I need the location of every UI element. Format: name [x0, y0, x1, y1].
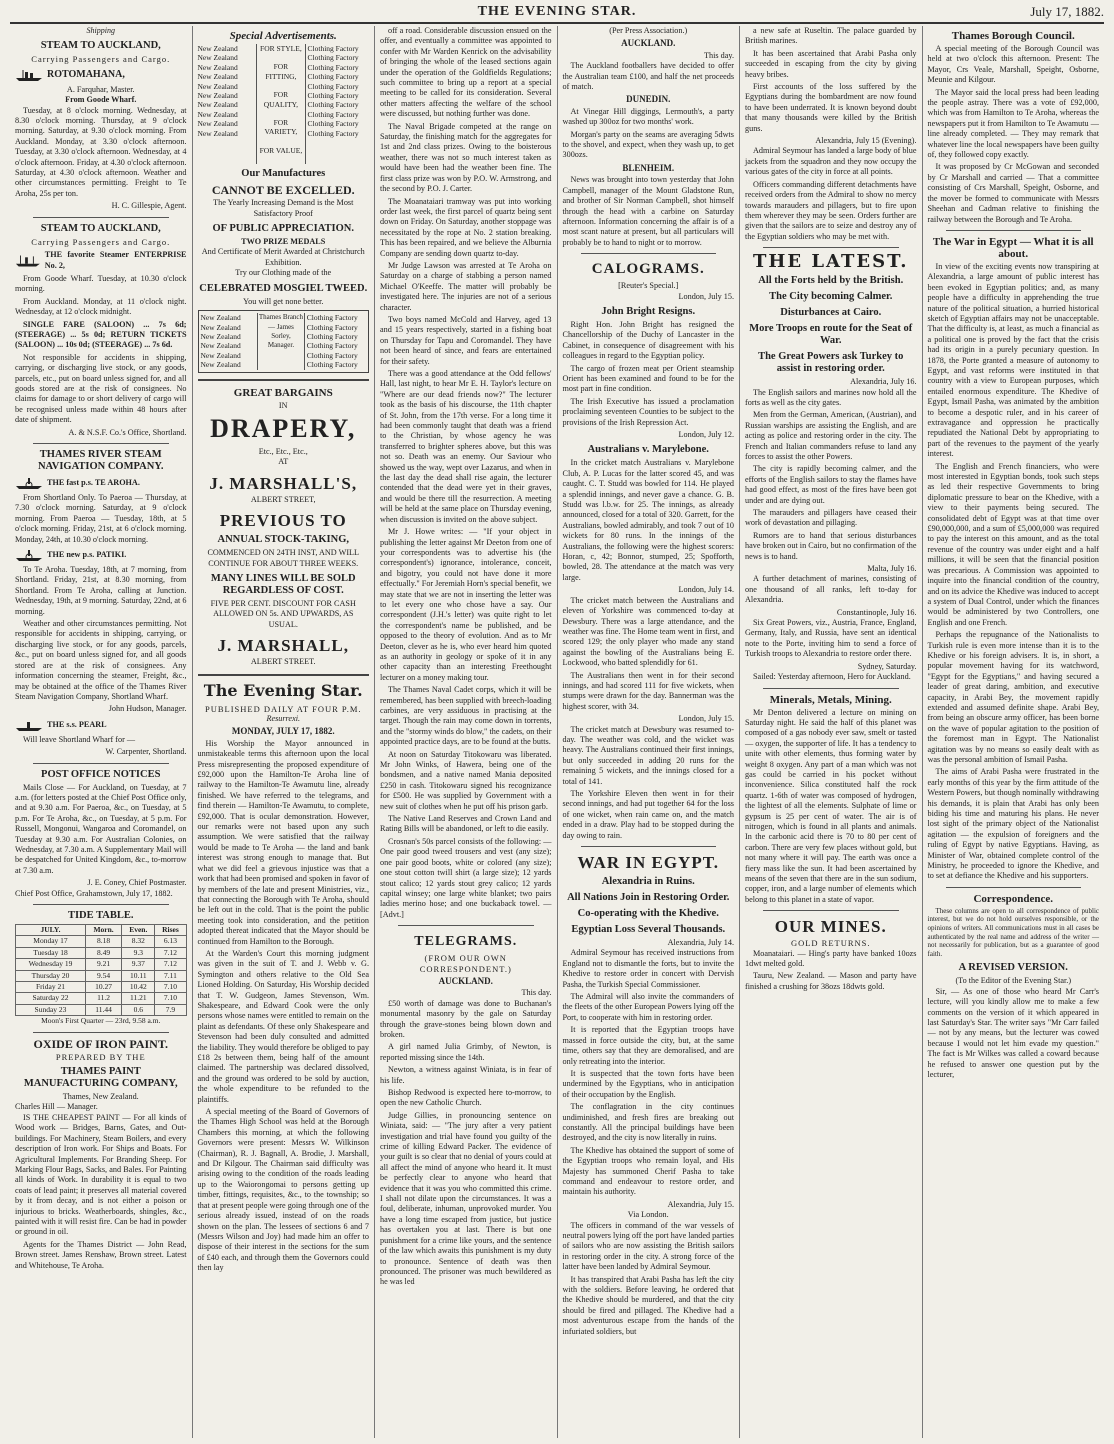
news-paragraph: It has been ascertained that Arabi Pasha only succeeded in escaping from the city by giving heavy bribes.	[745, 48, 917, 79]
tide-cell: 0.6	[122, 1004, 155, 1015]
tide-cell: 11.44	[85, 1004, 121, 1015]
tide-cell: 7.10	[155, 993, 186, 1004]
tide-cell: 9.37	[122, 959, 155, 970]
advertisement-paragraph: Crosnan's 50s parcel consists of the following: — One pair good tweed trousers and vest (any size); one pair good boots, white or colored (any size); one stout cotton twill shirt (a large size); 12 yards stout calico; 12 yards stout grey calico; 12 yards capital winsey; one large white blanket; two pairs ladies merino hose; and one buckaback towel. — [Advt.]	[380, 836, 552, 919]
news-paragraph: Officers commanding different detachments have received orders from the Admiral to show no mercy towards marauders and pillagers, but to fire upon them wherever they may be seen. Orders further are given that the sailors are to seize and destroy any of the Egyptian soldiers who may be met with.	[745, 179, 917, 241]
reuters-special: [Reuter's Special.]	[618, 281, 679, 291]
post-office-text: Mails Close — For Auckland, on Tuesday, at 7 a.m. (for letters posted at the Chief Post Office only, and at 9.30 a.m. For Paeroa, &c., on Tuesday, at 5 p.m. For Te Aroha, &c., on Tuesday, at 5 p.m. For Russell, Mongonui, Wangaroa and Coromandel, on Tuesday at 9.30 a.m. For Australian Colonies, on Wednesday, at 7.30 a.m. A Supplementary Mail will be despatched for United Kingdom, &c., to-morrow at 7.30 a.m.	[15, 782, 187, 875]
divider	[946, 230, 1082, 231]
news-paragraph: The English sailors and marines now hold all the forts as well as the city gates.	[745, 387, 917, 407]
telegram-paragraph: A girl named Julia Grimby, of Newton, is reported missing since the 14th.	[380, 1042, 552, 1062]
post-office-date: Chief Post Office, Grahamstown, July 17, 1882.	[15, 888, 173, 898]
clothing-ad-line: Clothing Factory	[306, 313, 358, 323]
news-paragraph: The conflagration in the city continues undiminished, and fresh fires are breaking out constantly. All the principal buildings have been destroyed, and the city is now literally in ruins.	[562, 1102, 734, 1143]
divider	[763, 910, 899, 911]
clothing-ad-line: New Zealand	[197, 119, 238, 129]
steam-auckland-title-2: STEAM TO AUCKLAND,	[40, 222, 161, 234]
subheading: The Great Powers ask Turkey to assist in restoring order.	[758, 351, 904, 375]
news-paragraph: Moanataiari. — Hing's party have banked 10ozs 1dwt melted gold.	[745, 948, 917, 969]
dateline-constantinople: Constantinople, July 16.	[836, 607, 917, 617]
divider	[198, 674, 370, 676]
article-paragraph: off a road. Considerable discussion ensued on the offer, and eventually a committee was appointed to confer with Mr Warden Kenrick on the advisability of bringing the whole of the leased sections again under the operation of the Goldfields Regulations; such committee to bring up a report at a special meeting to be called for its consideration. Several other matters affecting the welfare of the school were discussed, but nothing further was done.	[380, 26, 552, 119]
ship-name: ROTOMAHANA,	[47, 68, 125, 80]
news-paragraph: At Vinegar Hill diggings, Lermouth's, a party washed up 300oz for two months' work.	[562, 106, 734, 127]
fares: SINGLE FARE (SALOON) ... 7s 6d; (STEERAGE) ... 5s 0d; RETURN TICKETS (SALOON) ... 10s 0d; (STEERAGE) ... 7s 6d.	[15, 319, 187, 350]
columns	[10, 26, 1104, 1438]
news-paragraph: News was brought into town yesterday that John Campbell, manager of the Mount Gladstone Run, and brother of Sir Norman Campbell, shot himself through the head with a carbine on Saturday afternoon. Information concerning the affair is of a most scant nature at present, but all particulars will probably be to hand to night or to morrow.	[562, 175, 734, 247]
branch-manager: Thames Branch — James Sorley, Manager.	[257, 313, 305, 369]
clothing-ad-grid	[198, 44, 370, 164]
letter-text: Sir, — As one of those who heard Mr Carr's lecture, will you kindly allow me to make a few comments on the version of it which appeared in last Saturday's Star. The writer says "Mr Carr failed — not by any means, but the lecturer was cowed because I would not let him evade my question." The fact is Mr Wilkes was called a coward because he refused to answer one question put by the lecturer,	[927, 986, 1099, 1080]
nz-column	[201, 313, 256, 369]
war-in-egypt-heading: WAR IN EGYPT.	[577, 853, 720, 873]
divider	[33, 904, 169, 905]
tide-cell: 7.9	[155, 1004, 186, 1015]
calograms-heading: CALOGRAMS.	[591, 261, 705, 278]
tide-header-cell: Even.	[122, 925, 155, 936]
news-paragraph: a new safe at Ruseltin. The palace guarded by British marines.	[745, 26, 917, 46]
agent-name: H. C. Gillespie, Agent.	[111, 201, 187, 211]
telegrams-sub: (FROM OUR OWN CORRESPONDENT.)	[419, 953, 512, 974]
clothing-ad-line: New Zealand	[197, 128, 238, 138]
steam-auckland-title: STEAM TO AUCKLAND,	[40, 40, 161, 52]
tide-cell: 9.3	[122, 947, 155, 958]
column-1	[10, 26, 193, 1438]
news-paragraph: The Admiral will also invite the commanders of the fleets of the other European Powers lying off the Port, to cooperate with him in restoring order.	[562, 992, 735, 1022]
clothing-ad-line: New Zealand	[200, 322, 241, 332]
dateline-malta: Malta, July 16.	[867, 564, 917, 574]
divider	[33, 443, 169, 444]
tide-cell: 9.54	[85, 970, 121, 981]
clothing-ad-line: New Zealand	[197, 109, 238, 119]
subheading: Disturbances at Cairo.	[780, 307, 882, 319]
albert-street: ALBERT STREET,	[250, 494, 316, 504]
news-paragraph: The marauders and pillagers have ceased their work of devastation and pillaging.	[745, 508, 917, 528]
council-paragraph: It was proposed by Cr McGowan and seconded by Cr Marshall and carried — That a committee consisting of Crs Marshall, Speight, Osborne, and the mover be formed to communicate with Messrs Sheehan and Cadman relative to finishing the railway between the Borough and Te Aroha.	[927, 162, 1099, 224]
at-text: AT	[278, 457, 289, 467]
dateline-alexandria: Alexandria, July 15 (Evening).	[815, 136, 917, 146]
divider	[33, 217, 169, 218]
paddle-steamer-icon	[15, 548, 43, 562]
masthead	[10, 4, 1104, 24]
postmaster-signature: J. E. Coney, Chief Postmaster.	[87, 878, 187, 888]
clothing-ad-line: New Zealand	[197, 62, 238, 72]
in-text: IN	[278, 400, 288, 410]
clothing-ad-line: Clothing Factory	[307, 62, 359, 72]
article-paragraph: The Naval Brigade competed at the range on Saturday, the finishing match for the aggregates for 1st and 2nd class prizes. Owing to the boisterous weather, there was not so much interest taken as would have been had the weather been fine. The first class prize was won by P.O. W. Armstrong, and the second by P.O. J. Carter.	[380, 121, 552, 194]
subheading: Australians v. Marylebone.	[587, 444, 709, 456]
clothing-ad-line: Clothing Factory	[307, 119, 359, 129]
manufactures-label: Our Manufactures	[241, 168, 326, 180]
correspondence-note: These columns are open to all correspondence of public interest, but we do not hold ourselves responsible, or the opinions of writers. All communications must in all cases be authenticated by the real name and address of the writer — not necessarily for publication, but as a guarantee of good faith.	[927, 906, 1099, 958]
public-appreciation: OF PUBLIC APPRECIATION.	[212, 223, 354, 235]
column-5	[740, 26, 923, 1438]
tide-table-header	[16, 925, 187, 936]
news-paragraph: A further detachment of marines, consisting of one thousand of all ranks, left to-day for Alexandria.	[745, 574, 917, 605]
marshall-name: J. MARSHALL'S,	[209, 473, 358, 493]
article-paragraph: In view of the exciting events now transpiring at Alexandria, a large amount of public interest has been evoked in Egyptian politics; and, as many people have a difficulty in apprehending the true nature of the political situation, a hurried historical sketch of Egyptian affairs may not be unacceptable. That the difficulty is, at least, as much a financial as a political one is proved by the fact that the crisis had its origin in a purely pecuniary question. In 1878, the Porte granted a measure of autonomy to Egypt, and vast reforms were instituted in that country with a view to European purposes, which entailed enormous expenditure. The Khedive of Egypt, Ismail Pasha, was animated by the ambition to become a despotic ruler, and in his career of extravagance and oppression he practically repudiated the National Debt by appropriating to part of the revenues to the payment of the yearly interest.	[927, 261, 1099, 459]
ship-row	[15, 718, 187, 732]
paint-ad-title: OXIDE OF IRON PAINT.	[33, 1036, 168, 1051]
shipping-label: Shipping	[86, 26, 115, 35]
news-paragraph: In the cricket match Australians v. Marylebone Club, A. P. Lucas for the latter scored 45, and was caught. C. T. Studd was bowled for 114. He played a splendid innings, and never gave a chance. G. B. Studd was l.b.w. for 25. The innings, as already announced, closed for a total of 320. Garrett, for the Australians, bowled admirably, and took 7 out of 10 wickets for 80 runs. In the innings of the Australians, the following were the highest scorers: Horan, c, 42; Bonnor, stumped, 25; Spofforth, bowled, 28. The attendance at the match was very large.	[562, 458, 734, 582]
news-paragraph: Six Great Powers, viz., Austria, France, England, Germany, Italy, and Russia, have sent an identical note to the Porte, inviting him to send a force of Turkish troops to Alexandria to restore order there.	[745, 618, 917, 659]
news-paragraph: Admiral Seymour has landed a large body of blue jackets from the squadron and they now occupy the various gates of the city in force at all points.	[745, 146, 917, 177]
tide-cell: 11.2	[85, 993, 121, 1004]
clothing-ad-line: Clothing Factory	[307, 100, 359, 110]
moon-phase: Moon's First Quarter — 23rd, 9.58 a.m.	[41, 1016, 161, 1026]
ship-name: THE favorite Steamer ENTERPRISE No. 2,	[44, 250, 187, 270]
albert-street-2: ALBERT STREET.	[250, 657, 316, 667]
column-4	[558, 26, 741, 1438]
news-paragraph: Mr Denton delivered a lecture on mining on Saturday night. He said the half of this planet was composed of a gas nobody ever saw, smelt or tasted — oxygen, the supporter of life. It has a tendency to unite with other elements, thus forming water by weight 8 oxygen. Any part of a man which was not gas could be carried in his pocket without inconvenience. Silica constituted half the rock quartz. 1-6th of water was composed of hydrogen, the lightest of all the elements. Sulphate of lime or gypsum is 25 per cent of water. The air is of nitrogen, which is found in all plants and animals. In the carbonic acid there is 70 to 80 per cent of carbon. There are very few places without gold, but not many where it will pay. The earth was once a fiery mass like the sun. It had been ascertained by means of the seven that there are in the sun sodium, copper, iron, and a large number of elements which belong to this planet in a state of vapor.	[745, 707, 917, 904]
tide-cell: Tuesday 18	[16, 947, 86, 958]
ship-master: A. Farquhar, Master.	[66, 84, 135, 94]
sailing-schedule: From Auckland. Monday, at 11 o'clock night. Wednesday, at 12 o'clock midnight.	[15, 296, 187, 317]
dateline-london: London, July 15.	[678, 291, 734, 301]
news-paragraph: It is reported that the Egyptian troops have massed in force outside the city, but, at the same time, others say that they are demoralised, and are only retreating into the interior.	[562, 1025, 734, 1066]
clothing-quality: FOR VALUE,	[259, 145, 303, 155]
gold-returns: GOLD RETURNS.	[790, 938, 871, 949]
steamship-icon	[15, 68, 43, 82]
sailing-schedule: Tuesday, at 8 o'clock morning. Wednesday, at 8.30 o'clock morning. Thursday, at 9 o'clock morning. Saturday, at 9.30 o'clock morning. From Auckland. Monday, at 3.30 o'clock afternoon. Tuesday, at 3.30 o'clock afternoon. Wednesday, at 4 o'clock afternoon. Friday, at 4.30 o'clock afternoon. Saturday, at 4.30 o'clock afternoon. Weather and other circumstances permitting. Freight to Te Aroha, 25s per ton.	[15, 105, 187, 198]
editorial-text: His Worship the Mayor announced in unmistakeable terms this afternoon upon the local Press misrepresenting the proposed expenditure of £92,000 upon the Hamilton-Te Aroha line of railway to the Hamilton-Te Awamutu line, already finished. We have referred to the telegrams, and find therein — Hamilton-Te Awamutu, to complete, £92,000. That is ocular demonstration. However, our remarks were not based upon any such assumption. We were satisfied that the railway would be made to Te Aroha — the land and bank interest was strong enough to manage that. But what we did feel a grievous injustice was that a work that had been promised and spoken in favor of by members of the late and present Ministries, viz., that connecting the Borough with Te Aroha, should be left out in the cold. That is the point the public meeting took into consideration, and the petition adopted thereat indicated that the Mayor should be continued from Hamilton to the Borough.	[197, 738, 369, 946]
tide-row	[16, 947, 187, 958]
tide-header-cell: JULY.	[16, 925, 86, 936]
clothing-ad-line: Clothing Factory	[307, 72, 359, 82]
news-paragraph: The cricket match at Dewsbury was resumed to-day. The weather was cold, and the wicket was heavy. The Australians continued their first innings, but only succeeded in adding 20 runs for the remaining 5 wickets, and the innings closed for a total of 141.	[562, 724, 734, 786]
tide-cell: Monday 17	[16, 936, 86, 947]
tide-row	[16, 1004, 187, 1015]
the-latest-heading: THE LATEST.	[753, 251, 909, 273]
tide-cell: Saturday 22	[16, 993, 86, 1004]
clothing-ad-line: Clothing Factory	[307, 53, 359, 63]
thames-river-title: THAMES RIVER STEAM NAVIGATION COMPANY.	[37, 449, 164, 472]
prize-medals: TWO PRIZE MEDALS	[241, 237, 326, 247]
dateline-alexandria: Alexandria, July 16.	[850, 377, 917, 387]
clothing-ad-line: New Zealand	[197, 100, 238, 110]
press-association: (Per Press Association.)	[609, 26, 688, 35]
demand-text: The Yearly Increasing Demand is the Most Satisfactory Proof	[213, 198, 354, 218]
news-paragraph: The Auckland footballers have decided to offer the Australian team £100, and half the net proceeds of match.	[562, 61, 734, 92]
certificate-text: And Certificate of Merit Awarded at Christchurch Exhibition.	[201, 247, 365, 267]
council-paragraph: A special meeting of the Borough Council was held at two o'clock this afternoon. Present: The Mayor, Crs Veale, Marshall, Speight, Osborne, Meunie and Kilgour.	[927, 44, 1099, 85]
tide-cell: 9.21	[85, 959, 121, 970]
news-paragraph: It has transpired that Arabi Pasha has left the city with the soldiers. Before leaving, he ordered that the Khedive should be murdered, and that the city should be fired and pillaged. The Khedive had a most adventurous escape from the hands of the infuriated soldiers, but	[562, 1274, 734, 1336]
clothing-ad-line: Clothing Factory	[306, 360, 358, 370]
clothing-ad-line: Clothing Factory	[307, 91, 359, 101]
article-paragraph: Two boys named McCold and Harvey, aged 13 and 15 years respectively, started in a fishing boat on Thursday for Tapu and Coromandel. They have not been heard of since, and fears are entertained for their safety.	[380, 314, 552, 366]
drapery-headline: DRAPERY,	[210, 413, 357, 443]
minerals-heading: Minerals, Metals, Mining.	[769, 693, 892, 706]
paint-manager: Charles Hill — Manager.	[15, 1102, 98, 1112]
news-paragraph: The cricket match between the Australians and eleven of Yorkshire was commenced to-day at Dewsbury. There was a large attendance, and the weather was fine. The Home team went in first, and scored 129; the only player who made any stand against the bowling of the Australians being E. Lockwood, who batted splendidly for 61.	[562, 595, 734, 668]
marshall-name-2: J. MARSHALL,	[217, 636, 349, 656]
agent-name: A. & N.S.F. Co.'s Office, Shortland.	[68, 427, 187, 437]
tide-cell: 11.21	[122, 993, 155, 1004]
clothing-quality: FOR QUALITY,	[263, 90, 298, 109]
column-2	[193, 26, 376, 1438]
clothing-ad-grid-2	[198, 310, 370, 372]
divider	[581, 253, 717, 254]
great-bargains: GREAT BARGAINS	[233, 386, 333, 399]
paint-company: THAMES PAINT MANUFACTURING COMPANY,	[23, 1066, 178, 1090]
tide-cell: 8.18	[85, 936, 121, 947]
tide-cell: Thursday 20	[16, 970, 86, 981]
news-paragraph: Morgan's party on the seams are averaging 5dwts to the shovel, and expect, when they wash up, to get 300ozs.	[562, 129, 734, 160]
news-paragraph: Right Hon. John Bright has resigned the Chancellorship of the Duchy of Lancaster in the Cabinet, in consequence of disagreement with his colleagues in regard to the Egyptian policy.	[562, 319, 734, 361]
telegram-paragraph: Bishop Redwood is expected here to-morrow, to open the new Catholic Church.	[380, 1088, 552, 1108]
discount-text: FIVE PER CENT. DISCOUNT FOR CASH ALLOWED ON 5s. AND UPWARDS, AS USUAL.	[210, 598, 356, 629]
subheading: All the Forts held by the British.	[758, 275, 904, 287]
article-paragraph: The aims of Arabi Pasha were frustrated in the early months of this year by the firm attitude of the Western Powers, but though nominally withdrawing his demands, it is plain that Arabi has only been biding his time and maturing his plans. He never lost sight of the primary object of the Nationalist agitation — the expulsion of foreigners and the ruling of Egypt by native Egyptians. Having, as Minister of War, obtained complete control of the Ministry, he proceeded to ignore the Khedive, and to set at defiance the Khedive and his supporters.	[927, 767, 1099, 881]
dateline-alexandria: Alexandria, July 14.	[667, 938, 734, 948]
clothing-ad-line: New Zealand	[200, 360, 241, 370]
clothing-ad-line: New Zealand	[200, 331, 241, 341]
tide-cell: Friday 21	[16, 982, 86, 993]
tide-row	[16, 970, 187, 981]
paint-location: Thames, New Zealand.	[62, 1092, 139, 1102]
clothing-ad-line: Clothing Factory	[307, 44, 359, 53]
tide-cell: 7.11	[155, 970, 186, 981]
news-paragraph: It is suspected that the town forts have been undermined by the Egyptians, who in anticipation of their occupation by the English.	[562, 1068, 734, 1099]
tide-cell: Sunday 23	[16, 1004, 86, 1015]
clothing-ad-line: New Zealand	[200, 313, 241, 323]
this-day: This day.	[521, 988, 552, 998]
article-paragraph: The Moanataiari tramway was put into working order last week, the first parcel of quartz being sent down on Friday. On Saturday, another stoppage was necessitated by the rope at No. 2 station breaking. This has been repaired, and we believe the Alburnia Company are sending down quartz to-day.	[380, 196, 552, 258]
dateline-dunedin: DUNEDIN.	[626, 94, 671, 105]
ship-name: THE new p.s. PATIKI.	[47, 549, 127, 559]
divider	[198, 379, 370, 381]
news-paragraph: The Khedive has obtained the support of some of the Egyptian troops who remain loyal, and His Majesty has summoned Cherif Pasha to take command and endeavour to restore order, and maintain his authority.	[562, 1145, 734, 1197]
war-egypt-heading: The War in Egypt — What it is all about.	[932, 235, 1094, 260]
editorial-date: MONDAY, JULY 17, 1882.	[231, 726, 335, 737]
telegram-paragraph: Judge Gillies, in pronouncing sentence on Winiata, said: — "The jury after a very patient investigation and trial have found you guilty of the crime of killing Edward Packer. The evidence of your guilt is so clear that no denial of yours could at all affect the mind of anyone who heard it. It must be perfectly clear to anyone who heard that evidence that it was you who committed this crime. I shall not dilate upon the circumstances. It was a foul, deliberate, inhuman, unprovoked murder. You have a long time escaped from justice, but justice has overtaken you at last. There is but one punishment for a crime like yours, and the sentence of the law which awaits this punishment is my duty to pronounce. Sentence of death was then pronounced. The prisoner was much bewildered as he was led	[380, 1110, 552, 1287]
via-london: Via London.	[627, 1210, 669, 1220]
steam-auckland-sub: Carrying Passengers and Cargo.	[31, 54, 171, 65]
published-daily: PUBLISHED DAILY AT FOUR P.M.	[204, 703, 362, 714]
tide-header-cell: Rises	[155, 925, 186, 936]
article-paragraph: Mr J. Howe writes: — "If your object in publishing the letter against Mr Deeton from one of your correspondents was to advertise his (the correspondent's) ignorance, intolerance, conceit, and bigotry, you could not have done it more effectually." For Jeremiah Horn's special benefit, we may state that we are not in inserting the letter was to let every one who chose have a say. Our correspondent (J.H.'s letter) was quite right to let the correspondent's name be published, and be opposed to the theory of evolution. And as to Mr Deeton, clever as he is, who ever heard him quoted as an authority in geology or spoke of it in any other capacity than an interesting Freethought lecturer on a money making tour.	[380, 527, 552, 682]
news-paragraph: The Yorkshire Eleven then went in for their second innings, and had put together 64 for the loss of one wicket, when rain came on, and the match ended in a draw. Play had to be stopped during the day owing to rain.	[562, 789, 734, 840]
qualities-column	[256, 44, 305, 164]
notice-text: Will leave Shortland Wharf for —	[23, 734, 136, 744]
special-ads-heading: Special Advertisements.	[229, 30, 337, 42]
many-lines: MANY LINES WILL BE SOLD REGARDLESS OF COST.	[210, 572, 356, 596]
sailing-schedule: To Te Aroha. Tuesday, 18th, at 7 morning, from Shortland. Friday, 21st, at 8.30 morning, from Shortland. From Te Aroha, calling at Junction. Wednesday, 19th, at 9 morning. Saturday, 22nd, at 6 morning.	[15, 565, 187, 616]
clothing-ad-line: New Zealand	[197, 91, 238, 101]
news-paragraph: First accounts of the loss suffered by the Egyptians during the bombardment are now found to have been underrated. It is known beyond doubt that many thousands were killed by the British guns.	[745, 82, 917, 133]
this-day: This day.	[704, 50, 734, 60]
divider	[33, 1032, 169, 1033]
dateline-london: London, July 12.	[678, 430, 734, 439]
dateline-alexandria: Alexandria, July 15.	[667, 1199, 734, 1209]
subheading: Co-operating with the Khedive.	[577, 908, 719, 920]
steamship-icon	[15, 254, 41, 268]
news-paragraph: Admiral Seymour has received instructions from England not to dismantle the forts, but to invite the Khedive to restore order in concert with Dervish Pasha, the Turkish Special Commissioner.	[562, 948, 734, 989]
divider	[398, 925, 534, 926]
tweed-name: CELEBRATED MOSGIEL TWEED.	[199, 282, 368, 294]
tide-cell: 8.49	[85, 947, 121, 958]
notice-text: Not responsible for accidents in shipping, carrying, or discharging live stock, or any goods, parcels, etc., put on board unless signed for, and all goods stored are at the risk of consignees. No claims for damage to or short delivery of cargo will be recognised unless made within 48 hours after date of shipment.	[15, 352, 187, 425]
subheading: Egyptian Loss Several Thousands.	[571, 924, 726, 936]
clothing-ad-line: New Zealand	[197, 44, 238, 53]
article-paragraph: The English and French financiers, who were most interested in Egyptian bonds, took such steps as led their respective Governments to bring diplomatic pressure to bear on the Khedive, with a view to their payments being secured. The consolidated debt of Egypt was at that time over £90,000,000, and a sum of £5,000,000 was required to pay the interest on this amount, and as the total revenue of the country was under eight and a half millions, it will be seen that the financial position was precarious. A Commission was appointed to inquire into the financial condition of the country, and on its advice the Khedive was induced to accept a system of Dual Control, under which the finances would be administered by two Controllers, one English and one French.	[927, 461, 1099, 627]
ship-row	[15, 68, 187, 82]
subheading: All Nations Join in Restoring Order.	[567, 892, 730, 904]
paddle-steamer-icon	[15, 476, 43, 490]
correspondence-heading: Correspondence.	[973, 892, 1054, 905]
council-heading: Thames Borough Council.	[951, 30, 1075, 42]
post-office-title: POST OFFICE NOTICES	[41, 768, 161, 780]
newspaper-title: THE EVENING STAR.	[477, 4, 637, 19]
news-paragraph: The officers in command of the war vessels of neutral powers lying off the port have landed parties of sailors who are now assisting the British sailors in restoring order in the city. A strong force of the latter have been landed by Admiral Seymour.	[562, 1220, 734, 1272]
column-6	[923, 26, 1105, 1438]
subheading: The City becoming Calmer.	[769, 291, 893, 303]
tide-cell: 6.13	[155, 936, 186, 947]
tide-cell: 7.12	[155, 947, 186, 958]
previous-to: PREVIOUS TO	[219, 511, 347, 531]
paper-title: The Evening Star.	[203, 680, 363, 700]
clothing-ad-line: New Zealand	[200, 350, 241, 360]
steamship-icon	[15, 718, 43, 732]
clothing-quality: FOR FITTING,	[265, 62, 297, 81]
board-meeting-text: A special meeting of the Board of Governors of the Thames High School was held at the Borough Chambers this morning, at which the following Governors were present: Messrs W. Wilkinson (Chairman), R. J. Bagnall, A. Brodie, J. Marshall, and Dr Kilgour. The Chairman said difficulty was arising owing to the condition of the roads leading up to the Waiorongomai to persons getting up timber, fittings, requisites, &c., to the township; so that at present people were going through one of the serious already issued, instead of on the roads shown on the plan. The lessees of sections 6 and 7 (Messrs Wilson and Joy) had made him an offer to dispose of their interest in the sections for the sum of £40 each, and through them the Governors could then lay	[197, 1107, 369, 1273]
article-paragraph: At noon on Saturday Titokowaru was liberated. Mr John Winks, of Hawera, being one of the bondsmen, and a native named Mania deposited £250 in cash. Titokowaru signed his recognizance for £500. He was supplied by Government with a new suit of clothes when he put off his prison garb.	[380, 749, 552, 811]
sailing-schedule: From Goode Wharf. Tuesday, at 10.30 o'clock morning.	[15, 273, 187, 294]
clothing-ad-line: Clothing Factory	[307, 128, 359, 138]
news-paragraph: Rumors are to hand that serious disturbances have broken out in Cairo, but no confirmation of the news is to hand.	[745, 530, 917, 561]
tide-row	[16, 982, 187, 993]
clothing-ad-line: Clothing Factory	[306, 331, 358, 341]
sailing-schedule: From Shortland Only. To Paeroa — Thursday, at 7.30 o'clock morning. Saturday, at 9 o'clock morning. From Paeroa — Tuesday, 18th, at 5 o'clock morning. Friday, 21st, at 6 o'clock morning. Monday, 24th, at 10.30 o'clock morning.	[15, 493, 187, 544]
tide-table-title: TIDE TABLE.	[67, 910, 134, 921]
article-paragraph: The Thames Naval Cadet corps, which it will be remembered, has been supplied with breech-loading carbines, are very assiduous in practising at the target. Though the rain may come down in torrents, and the "stormy winds do blow," the cadets, on their appointed practice days, are to be found at the butts.	[380, 685, 552, 747]
news-paragraph: The city is rapidly becoming calmer, and the efforts of the English sailors to stay the flames have had good effect, as most of the fires have been got under and are dying out.	[745, 464, 917, 505]
dateline-london: London, July 14.	[678, 585, 734, 595]
subheading: John Bright Resigns.	[601, 305, 696, 317]
factory-column	[308, 44, 369, 164]
clothing-ad-line: Clothing Factory	[306, 322, 358, 332]
column-3	[375, 26, 558, 1438]
factory-column	[307, 313, 366, 369]
dateline-london: London, July 15.	[678, 714, 734, 724]
cannot-be-excelled: CANNOT BE EXCELLED.	[211, 183, 355, 198]
tide-cell: 7.10	[155, 982, 186, 993]
clothing-ad-line: Clothing Factory	[307, 109, 359, 119]
paint-agents: Agents for the Thames District — John Read, Brown street. James Renshaw, Brown street. Latest and Whitehouse, Te Aroha.	[15, 1239, 187, 1270]
motto: Resurrexi.	[266, 714, 301, 723]
etc-text: Etc., Etc., Etc.,	[258, 446, 308, 456]
article-paragraph: The Native Land Reserves and Crown Land and Rating Bills will be abandoned, or left to die easily.	[380, 814, 552, 834]
agent-name: John Hudson, Manager.	[108, 704, 187, 714]
divider	[33, 763, 169, 764]
news-paragraph: The Australians then went in for their second innings, and had scored 111 for five wickets, when stumps were drawn for the day. Bannerman was the highest scorer, with 34.	[562, 670, 734, 711]
our-mines-heading: OUR MINES.	[774, 917, 887, 937]
clothing-ad-line: New Zealand	[197, 81, 238, 91]
letter-addressee: (To the Editor of the Evening Star.)	[955, 976, 1072, 986]
tide-table	[15, 924, 187, 1016]
ship-row	[15, 250, 187, 271]
letter-title: A REVISED VERSION.	[958, 962, 1068, 974]
news-paragraph: Sailed: Yesterday afternoon, Hero for Auckland.	[753, 672, 911, 682]
article-paragraph: There was a good attendance at the Odd fellows' Hall, last night, to hear Mr E. H. Taylor's lecture on "Where are our dead friends now?" The lecturer took as the basis of his discourse, the 11th chapter of St. John, from the 17th verse. For a long time it had been commonly taught that death was a friend to the Christian, by whose agency he was transferred to brighter spheres above, but this was not so. Death was an enemy. Our Saviour who showed us the way, wept over Lazarus, and when in the last day the dead shall rise again, the lecturer contended that the dead were yet in their graves, and would be there till the resurrection. A meeting will be held at the same place on Thursday evening, when discussion is invited on the above subject.	[380, 369, 552, 524]
tide-cell: 8.32	[122, 936, 155, 947]
ship-name: THE s.s. PEARL	[47, 719, 107, 729]
tide-header-cell: Morn.	[85, 925, 121, 936]
tide-cell: Wednesday 19	[16, 959, 86, 970]
article-paragraph: Mr Judge Lawson was arrested at Te Aroha on Saturday on a charge of stabbing a person named Michael O'Keeffe. The matter will probably be investigated here. The injuries are not of a serious character.	[380, 260, 552, 312]
dateline-auckland: AUCKLAND.	[621, 38, 676, 49]
nz-column	[198, 44, 255, 164]
tide-row	[16, 993, 187, 1004]
tide-cell: 10.27	[85, 982, 121, 993]
divider	[946, 887, 1082, 888]
dateline-blenheim: BLENHEIM.	[622, 162, 675, 173]
notice-text: Weather and other circumstances permitting. Not responsible for accidents in shipping, carrying, or discharging live stock, or for any goods, parcels, &c., put on board unless signed for, and all goods stored are at the risk of consignees. Any information concerning the steamer, Freight, &c., may be obtained at the office of the Thames River Steam Navigation Company, Shortland Wharf.	[15, 619, 187, 701]
council-paragraph: The Mayor said the local press had been leading the people astray. There was a vote of £92,000, which was from Hamilton to Te Aroha, whereas the newspapers put it from Hamilton to Te Awamutu — line already completed. — They may remark that whatever line the local newspapers have been guilty of, they followed copy exactly.	[927, 87, 1099, 160]
tide-cell: 7.12	[155, 959, 186, 970]
ship-row	[15, 476, 187, 490]
paint-ad-text: IS THE CHEAPEST PAINT — For all kinds of Wood work — Bridges, Barns, Gates, and Out-buildings. For Machinery, Steam Boilers, and every description of Iron work. For Ships and Boats. For Agricultural Implements. For Branding Sheep. For Marking Flour Bags, Sacks, and Bales. For Painting all kinds of Work. In durability it is equal to two coats of lead paint; it preserves all material covered by it from decay, and is not either a poison or injurious to bricks. Weatherboards, shingles, &c., painted with it will resist fire. Can be had in powder or ground in oil.	[15, 1112, 187, 1237]
divider	[763, 688, 899, 689]
news-paragraph: Tauru, New Zealand. — Mason and party have finished a crushing for 38ozs 18dwts gold.	[745, 971, 917, 991]
clothing-ad-line: Clothing Factory	[306, 341, 358, 351]
steam-auckland-sub-2: Carrying Passengers and Cargo.	[31, 236, 171, 247]
clothing-ad-line: New Zealand	[197, 53, 238, 63]
paint-ad-sub: PREPARED BY THE	[55, 1051, 146, 1062]
tide-cell: 10.42	[122, 982, 155, 993]
telegram-paragraph: £50 worth of damage was done to Buchanan's monumental masonry by the gale on Saturday through the grave-stones being blown down and broken.	[380, 998, 552, 1039]
clothing-ad-line: Clothing Factory	[307, 81, 359, 91]
clothing-ad-line: Clothing Factory	[306, 350, 358, 360]
news-paragraph: The Irish Executive has issued a proclamation proclaiming seventeen Counties to be subject to the provisions of the Irish Repression Act.	[562, 396, 734, 427]
telegram-paragraph: Newton, a witness against Winiata, is in fear of his life.	[380, 1065, 552, 1085]
clothing-ad-line: New Zealand	[197, 72, 238, 82]
telegrams-heading: TELEGRAMS.	[414, 934, 518, 950]
news-paragraph: The cargo of frozen meat per Orient steamship Orient has been examined and found to be for the most part in fine condition.	[562, 363, 734, 394]
subheading: Alexandria in Ruins.	[601, 876, 695, 888]
divider	[763, 247, 899, 248]
tide-cell: 10.11	[122, 970, 155, 981]
clothing-quality: FOR STYLE,	[260, 44, 302, 53]
dateline-auckland: AUCKLAND.	[438, 975, 493, 986]
wardens-court-text: At the Warden's Court this morning judgment was given in the suit of T. and J. Webb v. G. Symington and others relative to the Old Sea Lioned Holding. On Saturday, His Worship decided that T. W. Gudgeon, James Stevenson, Wm. Shakespeare, and Edward Cook were the only persons whose names were entitled to remain on the plaint as defendants. Of these only Shakespeare and Stevenson had been duly consulted and admitted the liability. They would therefore be obliged to pay £18 2s between them, being half of the amount claimed. The partnership was declared dissolved, and the ground was ordered to be sold by auction, the whole expenditure to be refunded to the plaintiffs.	[197, 948, 369, 1104]
try-text: Try our Clothing made of the	[235, 268, 332, 278]
subheading: More Troops en route for the Seat of War.	[749, 323, 913, 347]
dateline-sydney: Sydney, Saturday.	[857, 661, 917, 671]
ship-row	[15, 548, 187, 562]
none-better: You will get none better.	[243, 296, 324, 306]
from-wharf: From Goode Wharf.	[65, 95, 137, 105]
article-paragraph: Perhaps the repugnance of the Nationalists to Turkish rule is even more intense than it is to the Khedive or his foreign advisers. It is, in short, a popular movement having for its watchword, "Egypt for the Egyptians," and having secured a leader of great daring, ambition, and executive capacity, in Arabi Bey, the movement rapidly extended and assumed definite shape. Arabi Bey, from being an obscure army officer, has been borne on the wave of popular agitation to the position of the foremost man in Egypt. The Nationalist agitation was by no means so easily dealt with as was the personal ambition of Ismail Pasha.	[927, 630, 1099, 764]
agent-name: W. Carpenter, Shortland.	[105, 747, 187, 757]
news-paragraph: Men from the German, American, (Austrian), and Russian warships are assisting the English, and are acting as police and restoring order in the city. The French and Italian commanders refuse to land any forces to assist the other Powers.	[745, 410, 917, 461]
issue-date: July 17, 1882.	[1030, 4, 1104, 19]
stock-taking: ANNUAL STOCK-TAKING,	[217, 534, 349, 546]
divider	[581, 846, 717, 847]
ship-name: THE fast p.s. TE AROHA.	[47, 477, 140, 487]
commenced-text: COMMENCED ON 24TH INST, AND WILL CONTINUE FOR ABOUT THREE WEEKS.	[207, 548, 360, 568]
clothing-quality: FOR VARIETY,	[264, 118, 298, 137]
clothing-ad-line: New Zealand	[200, 341, 241, 351]
tide-row	[16, 936, 187, 947]
tide-row	[16, 959, 187, 970]
